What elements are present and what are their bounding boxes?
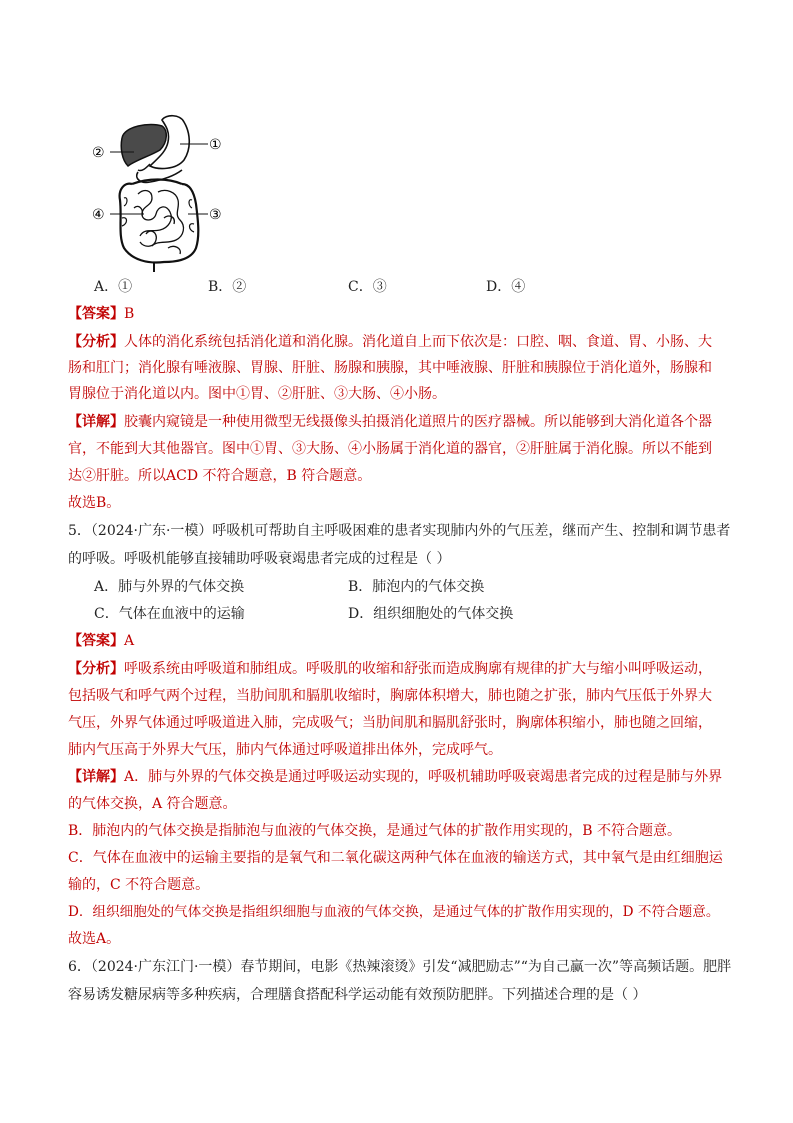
analysis-tag: 【分析】 — [68, 661, 124, 677]
q5-detail-line-5: 输的，C 不符合题意。 — [68, 877, 210, 893]
q4-option-d: D．④ — [486, 279, 526, 295]
detail-tag: 【详解】 — [68, 414, 124, 430]
q4-detail-line-3: 达②肝脏。所以ACD 不符合题意，B 符合题意。 — [68, 468, 372, 484]
q4-conclusion: 故选B。 — [68, 495, 121, 511]
q5-analysis-line-1: 【分析】呼吸系统由呼吸道和肺组成。呼吸肌的收缩和舒张而造成胸廓有规律的扩大与缩小叫呼吸运动， — [68, 661, 712, 677]
analysis-tag: 【分析】 — [68, 334, 124, 350]
label-4: ④ — [92, 207, 105, 223]
large-intestine-shape — [120, 184, 199, 263]
label-2: ② — [92, 145, 105, 161]
q5-answer: A — [124, 633, 135, 649]
q4-option-b: B．② — [208, 279, 247, 295]
q5-analysis-line-4: 肺内气压高于外界大气压，肺内气体通过呼吸道排出体外，完成呼气。 — [68, 742, 502, 758]
q5-stem-line-1: 5．（2024·广东·一模）呼吸机可帮助自主呼吸困难的患者实现肺内外的气压差，继而产生、控制和调节患者 — [68, 523, 731, 539]
answer-tag: 【答案】 — [68, 633, 124, 649]
q5-analysis-line-2: 包括吸气和呼气两个过程，当肋间肌和膈肌收缩时，胸廓体积增大，肺也随之扩张，肺内气压低于外界大 — [68, 688, 712, 704]
q5-option-a: A．肺与外界的气体交换 — [94, 579, 245, 595]
q5-detail-line-6: D．组织细胞处的气体交换是指组织细胞与血液的气体交换，是通过气体的扩散作用实现的，D 不符合题意。 — [68, 904, 720, 920]
q4-analysis-line-3: 胃腺位于消化道以内。图中①胃、②肝脏、③大肠、④小肠。 — [68, 386, 446, 402]
q4-answer-row — [68, 301, 134, 327]
q5-analysis-line-3: 气压，外界气体通过呼吸道进入肺，完成吸气；当肋间肌和膈肌舒张时，胸廓体积缩小，肺也随之回缩， — [68, 715, 712, 731]
q5-detail-line-4: C．气体在血液中的运输主要指的是氧气和二氧化碳这两种气体在血液的输送方式，其中氧气是由红细胞运 — [68, 850, 723, 866]
q5-option-d: D．组织细胞处的气体交换 — [348, 606, 514, 622]
detail-tag: 【详解】 — [68, 769, 124, 785]
label-1: ① — [209, 137, 222, 153]
q4-detail-line-2: 官，不能到大其他器官。图中①胃、③大肠、④小肠属于消化道的器官，②肝脏属于消化腺。所以不能到 — [68, 441, 712, 457]
q5-option-b: B．肺泡内的气体交换 — [348, 579, 485, 595]
q4-detail-line-1: 【详解】胶囊内窥镜是一种使用微型无线摄像头拍摄消化道照片的医疗器械。所以能够到大消化道各个器 — [68, 414, 712, 430]
q4-option-c: C．③ — [348, 279, 387, 295]
q4-option-a: A．① — [94, 279, 133, 295]
q5-conclusion: 故选A。 — [68, 931, 121, 947]
q5-detail-line-2: 的气体交换，A 符合题意。 — [68, 796, 237, 812]
q4-analysis-line-2: 肠和肛门；消化腺有唾液腺、胃腺、肝脏、肠腺和胰腺，其中唾液腺、肝脏和胰腺位于消化道外，肠腺和 — [68, 360, 712, 376]
q5-detail-line-1: 【详解】A．肺与外界的气体交换是通过呼吸运动实现的，呼吸机辅助呼吸衰竭患者完成的过程是肺与外界 — [68, 769, 723, 785]
q5-stem-line-2: 的呼吸。呼吸机能够直接辅助呼吸衰竭患者完成的过程是（ ） — [68, 551, 451, 567]
digestive-system-diagram — [88, 108, 238, 276]
q5-answer-row — [68, 628, 134, 654]
q4-analysis-line-1: 【分析】人体的消化系统包括消化道和消化腺。消化道自上而下依次是：口腔、咽、食道、胃、小肠、大 — [68, 334, 712, 350]
label-3: ③ — [209, 207, 222, 223]
q6-stem-line-2: 容易诱发糖尿病等多种疾病，合理膳食搭配科学运动能有效预防肥胖。下列描述合理的是（ ） — [68, 987, 647, 1003]
q5-detail-line-3: B．肺泡内的气体交换是指肺泡与血液的气体交换，是通过气体的扩散作用实现的，B 不符合题意。 — [68, 823, 682, 839]
q5-option-c: C．气体在血液中的运输 — [94, 606, 245, 622]
answer-tag: 【答案】 — [68, 306, 124, 322]
q6-stem-line-1: 6．（2024·广东江门·一模）春节期间，电影《热辣滚烫》引发“减肥励志”“为自己赢一次”等高频话题。肥胖 — [68, 959, 732, 975]
q4-answer: B — [124, 306, 135, 322]
small-intestine-shape — [134, 190, 183, 254]
